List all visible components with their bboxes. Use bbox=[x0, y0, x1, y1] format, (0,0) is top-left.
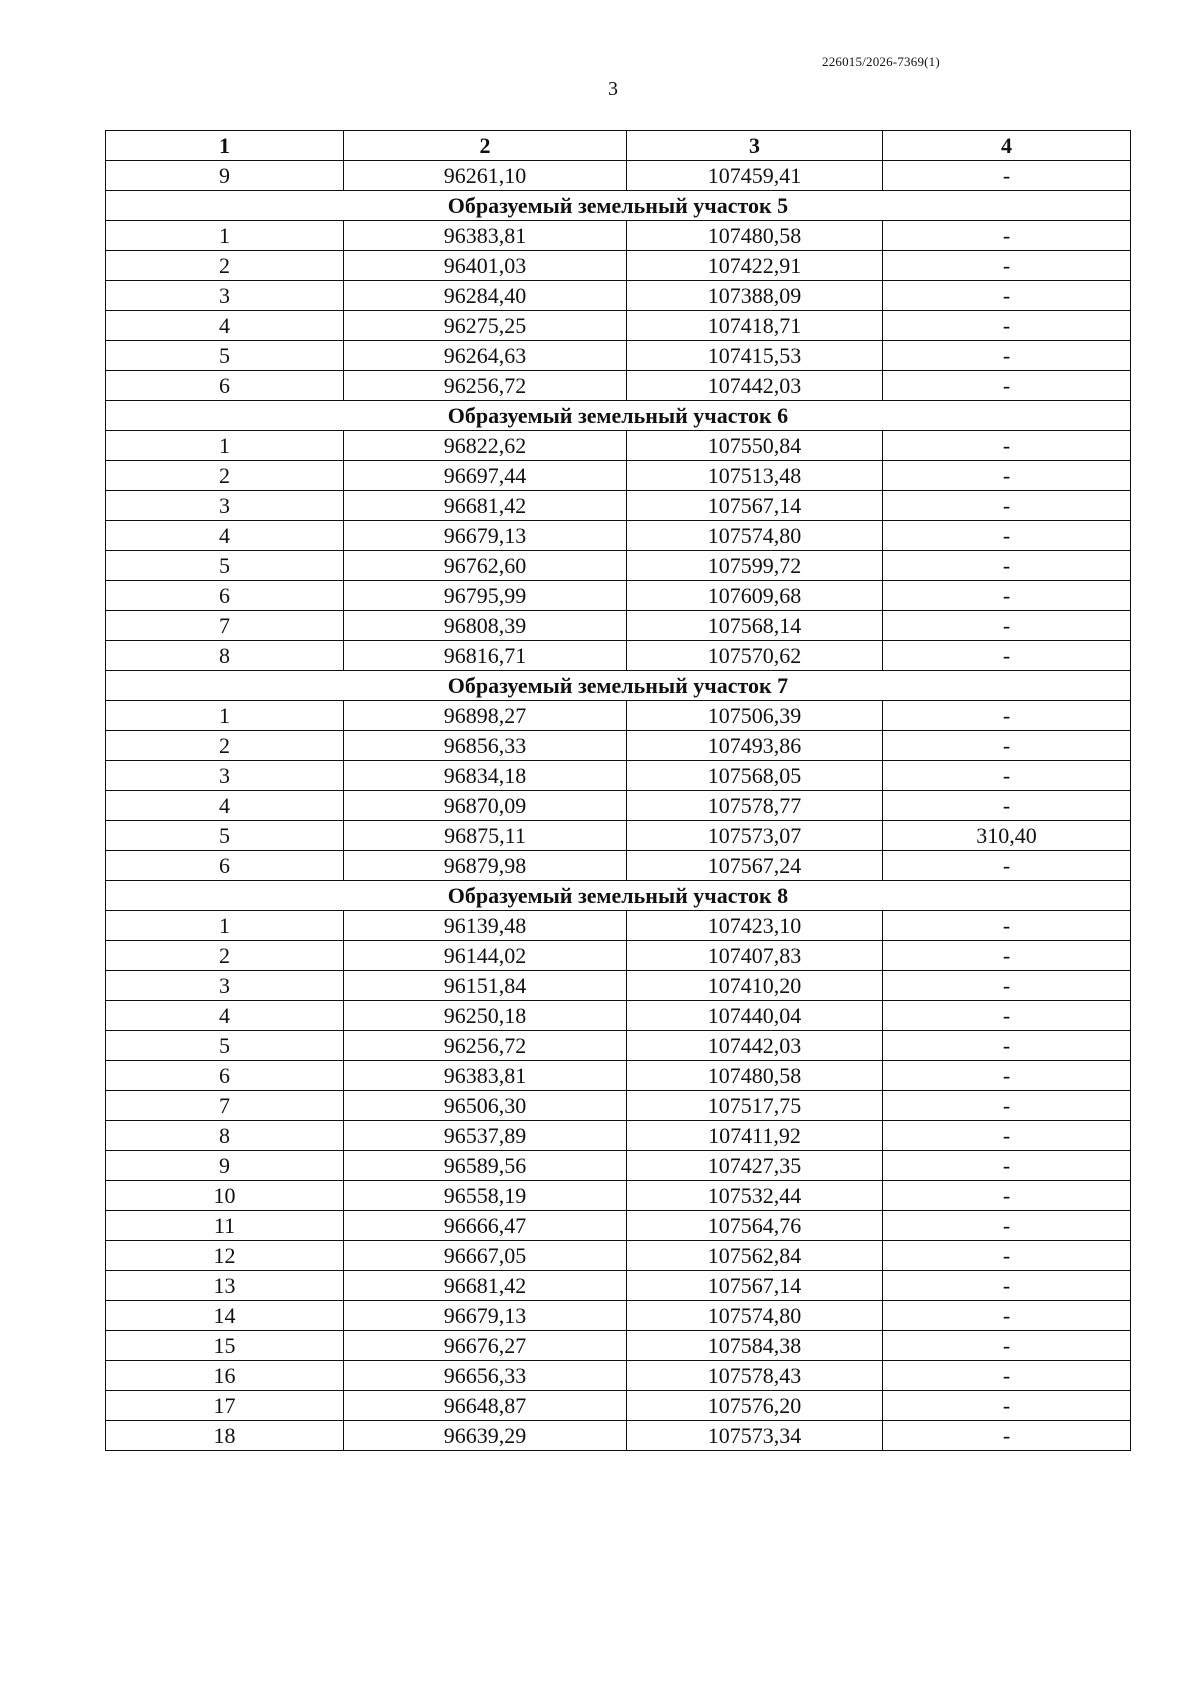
table-row bbox=[106, 1421, 1131, 1451]
point-number-cell: 6 bbox=[106, 371, 344, 401]
y-coordinate-cell: 107550,84 bbox=[627, 431, 883, 461]
x-coordinate-cell: 96144,02 bbox=[344, 941, 627, 971]
y-coordinate-cell: 107480,58 bbox=[627, 1061, 883, 1091]
point-number-cell: 3 bbox=[106, 491, 344, 521]
point-number-cell: 15 bbox=[106, 1331, 344, 1361]
y-coordinate-cell: 107513,48 bbox=[627, 461, 883, 491]
section-title: Образуемый земельный участок 8 bbox=[106, 881, 1131, 911]
y-coordinate-cell: 107442,03 bbox=[627, 371, 883, 401]
x-coordinate-cell: 96808,39 bbox=[344, 611, 627, 641]
point-number-cell: 2 bbox=[106, 251, 344, 281]
y-coordinate-cell: 107574,80 bbox=[627, 521, 883, 551]
extra-value-cell: - bbox=[883, 581, 1131, 611]
y-coordinate-cell: 107407,83 bbox=[627, 941, 883, 971]
table-row bbox=[106, 251, 1131, 281]
table-row bbox=[106, 281, 1131, 311]
point-number-cell: 8 bbox=[106, 641, 344, 671]
point-number-cell: 5 bbox=[106, 821, 344, 851]
point-number-cell: 5 bbox=[106, 551, 344, 581]
y-coordinate-cell: 107609,68 bbox=[627, 581, 883, 611]
point-number-cell: 4 bbox=[106, 1001, 344, 1031]
y-coordinate-cell: 107423,10 bbox=[627, 911, 883, 941]
table-row bbox=[106, 1001, 1131, 1031]
x-coordinate-cell: 96151,84 bbox=[344, 971, 627, 1001]
x-coordinate-cell: 96697,44 bbox=[344, 461, 627, 491]
y-coordinate-cell: 107568,05 bbox=[627, 761, 883, 791]
point-number-cell: 13 bbox=[106, 1271, 344, 1301]
table-row bbox=[106, 821, 1131, 851]
extra-value-cell: - bbox=[883, 1121, 1131, 1151]
table-row bbox=[106, 701, 1131, 731]
extra-value-cell: - bbox=[883, 1211, 1131, 1241]
y-coordinate-cell: 107442,03 bbox=[627, 1031, 883, 1061]
y-coordinate-cell: 107568,14 bbox=[627, 611, 883, 641]
point-number-cell: 11 bbox=[106, 1211, 344, 1241]
y-coordinate-cell: 107410,20 bbox=[627, 971, 883, 1001]
extra-value-cell: - bbox=[883, 371, 1131, 401]
table-body bbox=[106, 161, 1131, 1451]
extra-value-cell: - bbox=[883, 1391, 1131, 1421]
point-number-cell: 3 bbox=[106, 971, 344, 1001]
table-row bbox=[106, 911, 1131, 941]
x-coordinate-cell: 96898,27 bbox=[344, 701, 627, 731]
x-coordinate-cell: 96648,87 bbox=[344, 1391, 627, 1421]
y-coordinate-cell: 107388,09 bbox=[627, 281, 883, 311]
y-coordinate-cell: 107599,72 bbox=[627, 551, 883, 581]
y-coordinate-cell: 107578,77 bbox=[627, 791, 883, 821]
point-number-cell: 1 bbox=[106, 221, 344, 251]
point-number-cell: 5 bbox=[106, 1031, 344, 1061]
x-coordinate-cell: 96537,89 bbox=[344, 1121, 627, 1151]
column-header-4: 4 bbox=[883, 131, 1131, 161]
y-coordinate-cell: 107570,62 bbox=[627, 641, 883, 671]
table-row bbox=[106, 311, 1131, 341]
extra-value-cell: - bbox=[883, 1061, 1131, 1091]
y-coordinate-cell: 107567,14 bbox=[627, 491, 883, 521]
y-coordinate-cell: 107574,80 bbox=[627, 1301, 883, 1331]
table-row bbox=[106, 161, 1131, 191]
table-row bbox=[106, 1031, 1131, 1061]
point-number-cell: 5 bbox=[106, 341, 344, 371]
y-coordinate-cell: 107584,38 bbox=[627, 1331, 883, 1361]
section-header-row bbox=[106, 881, 1131, 911]
extra-value-cell: - bbox=[883, 221, 1131, 251]
table-row bbox=[106, 461, 1131, 491]
point-number-cell: 3 bbox=[106, 761, 344, 791]
y-coordinate-cell: 107411,92 bbox=[627, 1121, 883, 1151]
point-number-cell: 1 bbox=[106, 911, 344, 941]
extra-value-cell: - bbox=[883, 701, 1131, 731]
y-coordinate-cell: 107576,20 bbox=[627, 1391, 883, 1421]
x-coordinate-cell: 96250,18 bbox=[344, 1001, 627, 1031]
x-coordinate-cell: 96816,71 bbox=[344, 641, 627, 671]
x-coordinate-cell: 96856,33 bbox=[344, 731, 627, 761]
extra-value-cell: - bbox=[883, 521, 1131, 551]
point-number-cell: 2 bbox=[106, 941, 344, 971]
x-coordinate-cell: 96679,13 bbox=[344, 1301, 627, 1331]
table-row bbox=[106, 1151, 1131, 1181]
table-row bbox=[106, 1211, 1131, 1241]
column-header-1: 1 bbox=[106, 131, 344, 161]
x-coordinate-cell: 96879,98 bbox=[344, 851, 627, 881]
x-coordinate-cell: 96639,29 bbox=[344, 1421, 627, 1451]
y-coordinate-cell: 107517,75 bbox=[627, 1091, 883, 1121]
extra-value-cell: - bbox=[883, 1031, 1131, 1061]
table-row bbox=[106, 731, 1131, 761]
table-row bbox=[106, 851, 1131, 881]
x-coordinate-cell: 96681,42 bbox=[344, 491, 627, 521]
extra-value-cell: - bbox=[883, 1271, 1131, 1301]
point-number-cell: 7 bbox=[106, 1091, 344, 1121]
extra-value-cell: - bbox=[883, 761, 1131, 791]
y-coordinate-cell: 107415,53 bbox=[627, 341, 883, 371]
point-number-cell: 4 bbox=[106, 311, 344, 341]
x-coordinate-cell: 96834,18 bbox=[344, 761, 627, 791]
table-row bbox=[106, 431, 1131, 461]
point-number-cell: 6 bbox=[106, 581, 344, 611]
extra-value-cell: - bbox=[883, 1361, 1131, 1391]
point-number-cell: 16 bbox=[106, 1361, 344, 1391]
point-number-cell: 6 bbox=[106, 1061, 344, 1091]
point-number-cell: 8 bbox=[106, 1121, 344, 1151]
point-number-cell: 4 bbox=[106, 791, 344, 821]
y-coordinate-cell: 107418,71 bbox=[627, 311, 883, 341]
x-coordinate-cell: 96656,33 bbox=[344, 1361, 627, 1391]
x-coordinate-cell: 96264,63 bbox=[344, 341, 627, 371]
table-row bbox=[106, 1241, 1131, 1271]
y-coordinate-cell: 107493,86 bbox=[627, 731, 883, 761]
extra-value-cell: - bbox=[883, 1091, 1131, 1121]
table-row bbox=[106, 1331, 1131, 1361]
y-coordinate-cell: 107564,76 bbox=[627, 1211, 883, 1241]
section-header-row bbox=[106, 191, 1131, 221]
x-coordinate-cell: 96261,10 bbox=[344, 161, 627, 191]
y-coordinate-cell: 107573,07 bbox=[627, 821, 883, 851]
y-coordinate-cell: 107459,41 bbox=[627, 161, 883, 191]
point-number-cell: 1 bbox=[106, 431, 344, 461]
x-coordinate-cell: 96679,13 bbox=[344, 521, 627, 551]
y-coordinate-cell: 107562,84 bbox=[627, 1241, 883, 1271]
y-coordinate-cell: 107506,39 bbox=[627, 701, 883, 731]
table-row bbox=[106, 1181, 1131, 1211]
x-coordinate-cell: 96822,62 bbox=[344, 431, 627, 461]
table-row bbox=[106, 341, 1131, 371]
point-number-cell: 4 bbox=[106, 521, 344, 551]
y-coordinate-cell: 107427,35 bbox=[627, 1151, 883, 1181]
x-coordinate-cell: 96667,05 bbox=[344, 1241, 627, 1271]
extra-value-cell: - bbox=[883, 491, 1131, 521]
point-number-cell: 7 bbox=[106, 611, 344, 641]
x-coordinate-cell: 96383,81 bbox=[344, 1061, 627, 1091]
x-coordinate-cell: 96284,40 bbox=[344, 281, 627, 311]
extra-value-cell: - bbox=[883, 911, 1131, 941]
extra-value-cell: - bbox=[883, 971, 1131, 1001]
column-header-3: 3 bbox=[627, 131, 883, 161]
extra-value-cell: - bbox=[883, 1301, 1131, 1331]
extra-value-cell: - bbox=[883, 1151, 1131, 1181]
x-coordinate-cell: 96795,99 bbox=[344, 581, 627, 611]
extra-value-cell: - bbox=[883, 1001, 1131, 1031]
table-row bbox=[106, 551, 1131, 581]
extra-value-cell: - bbox=[883, 341, 1131, 371]
table-row bbox=[106, 611, 1131, 641]
point-number-cell: 9 bbox=[106, 161, 344, 191]
point-number-cell: 10 bbox=[106, 1181, 344, 1211]
section-title: Образуемый земельный участок 6 bbox=[106, 401, 1131, 431]
extra-value-cell: - bbox=[883, 1421, 1131, 1451]
table-row bbox=[106, 1361, 1131, 1391]
x-coordinate-cell: 96666,47 bbox=[344, 1211, 627, 1241]
table-row bbox=[106, 491, 1131, 521]
extra-value-cell: - bbox=[883, 281, 1131, 311]
y-coordinate-cell: 107567,24 bbox=[627, 851, 883, 881]
y-coordinate-cell: 107578,43 bbox=[627, 1361, 883, 1391]
point-number-cell: 1 bbox=[106, 701, 344, 731]
x-coordinate-cell: 96870,09 bbox=[344, 791, 627, 821]
extra-value-cell: - bbox=[883, 461, 1131, 491]
x-coordinate-cell: 96256,72 bbox=[344, 1031, 627, 1061]
extra-value-cell: - bbox=[883, 851, 1131, 881]
point-number-cell: 3 bbox=[106, 281, 344, 311]
point-number-cell: 17 bbox=[106, 1391, 344, 1421]
column-header-2: 2 bbox=[344, 131, 627, 161]
extra-value-cell: - bbox=[883, 941, 1131, 971]
x-coordinate-cell: 96275,25 bbox=[344, 311, 627, 341]
point-number-cell: 2 bbox=[106, 731, 344, 761]
x-coordinate-cell: 96558,19 bbox=[344, 1181, 627, 1211]
extra-value-cell: - bbox=[883, 431, 1131, 461]
page-number: 3 bbox=[608, 78, 618, 100]
table-header-row bbox=[106, 131, 1131, 161]
extra-value-cell: - bbox=[883, 311, 1131, 341]
x-coordinate-cell: 96589,56 bbox=[344, 1151, 627, 1181]
point-number-cell: 12 bbox=[106, 1241, 344, 1271]
x-coordinate-cell: 96762,60 bbox=[344, 551, 627, 581]
section-header-row bbox=[106, 401, 1131, 431]
extra-value-cell: - bbox=[883, 1181, 1131, 1211]
table-row bbox=[106, 371, 1131, 401]
x-coordinate-cell: 96401,03 bbox=[344, 251, 627, 281]
y-coordinate-cell: 107567,14 bbox=[627, 1271, 883, 1301]
extra-value-cell: - bbox=[883, 1331, 1131, 1361]
table-row bbox=[106, 1061, 1131, 1091]
y-coordinate-cell: 107573,34 bbox=[627, 1421, 883, 1451]
extra-value-cell: - bbox=[883, 161, 1131, 191]
section-title: Образуемый земельный участок 5 bbox=[106, 191, 1131, 221]
x-coordinate-cell: 96875,11 bbox=[344, 821, 627, 851]
y-coordinate-cell: 107532,44 bbox=[627, 1181, 883, 1211]
table-row bbox=[106, 791, 1131, 821]
extra-value-cell: - bbox=[883, 641, 1131, 671]
y-coordinate-cell: 107422,91 bbox=[627, 251, 883, 281]
x-coordinate-cell: 96139,48 bbox=[344, 911, 627, 941]
x-coordinate-cell: 96256,72 bbox=[344, 371, 627, 401]
table-row bbox=[106, 1091, 1131, 1121]
table-row bbox=[106, 761, 1131, 791]
table-row bbox=[106, 1121, 1131, 1151]
table-row bbox=[106, 521, 1131, 551]
section-title: Образуемый земельный участок 7 bbox=[106, 671, 1131, 701]
extra-value-cell: - bbox=[883, 251, 1131, 281]
table-row bbox=[106, 221, 1131, 251]
point-number-cell: 6 bbox=[106, 851, 344, 881]
document-number: 226015/2026-7369(1) bbox=[822, 54, 940, 69]
table-row bbox=[106, 1391, 1131, 1421]
table-row bbox=[106, 971, 1131, 1001]
extra-value-cell: - bbox=[883, 1241, 1131, 1271]
extra-value-cell: - bbox=[883, 731, 1131, 761]
extra-value-cell: - bbox=[883, 611, 1131, 641]
extra-value-cell: 310,40 bbox=[883, 821, 1131, 851]
x-coordinate-cell: 96383,81 bbox=[344, 221, 627, 251]
point-number-cell: 2 bbox=[106, 461, 344, 491]
point-number-cell: 9 bbox=[106, 1151, 344, 1181]
table-row bbox=[106, 641, 1131, 671]
extra-value-cell: - bbox=[883, 791, 1131, 821]
table-row bbox=[106, 941, 1131, 971]
point-number-cell: 14 bbox=[106, 1301, 344, 1331]
point-number-cell: 18 bbox=[106, 1421, 344, 1451]
section-header-row bbox=[106, 671, 1131, 701]
table-row bbox=[106, 1301, 1131, 1331]
table-row bbox=[106, 581, 1131, 611]
table-row bbox=[106, 1271, 1131, 1301]
x-coordinate-cell: 96506,30 bbox=[344, 1091, 627, 1121]
x-coordinate-cell: 96676,27 bbox=[344, 1331, 627, 1361]
y-coordinate-cell: 107440,04 bbox=[627, 1001, 883, 1031]
x-coordinate-cell: 96681,42 bbox=[344, 1271, 627, 1301]
coordinates-table bbox=[105, 130, 1131, 1451]
extra-value-cell: - bbox=[883, 551, 1131, 581]
y-coordinate-cell: 107480,58 bbox=[627, 221, 883, 251]
